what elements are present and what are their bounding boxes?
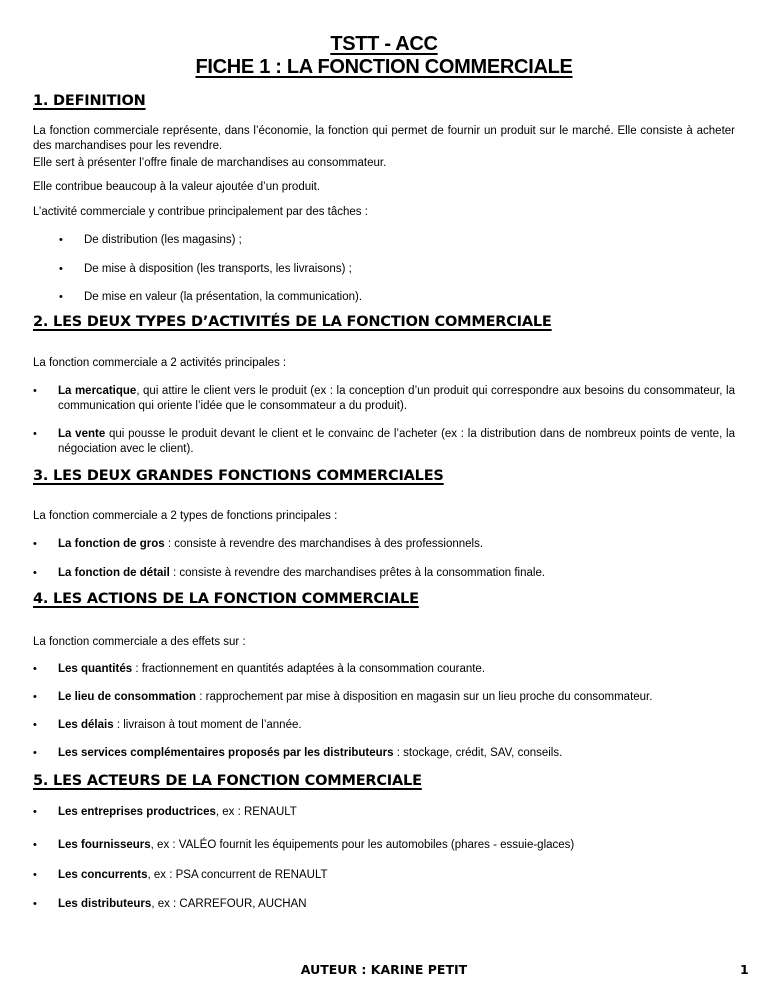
document-title-line2: FICHE 1 : LA FONCTION COMMERCIALE [195,56,573,78]
list-item: • La vente qui pousse le produit devant le client et le convainc de l’acheter (ex : la distribution dans de nombreux points de vente, la négociation avec le client). [33,428,735,455]
bullet-icon: • [33,385,37,397]
list-item: • Les quantités : fractionnement en quantités adaptées à la consommation courante. [33,663,486,675]
list-item: • La fonction de gros : consiste à revendre des marchandises à des professionnels. [33,538,484,550]
list-item: • Les services complémentaires proposés par les distributeurs : stockage, crédit, SAV, conseils. [33,747,563,759]
section-heading-1: 1. DEFINITION [33,93,146,109]
section-intro: La fonction commerciale a 2 types de fonctions principales : [33,510,338,522]
paragraph: L’activité commerciale y contribue principalement par des tâches : [33,206,368,218]
bullet-icon: • [33,898,37,910]
list-item: • Les concurrents, ex : PSA concurrent de RENAULT [33,869,328,881]
document-title-line1: TSTT - ACC [330,33,438,55]
bullet-icon: • [33,869,37,881]
paragraph: Elle sert à présenter l’offre finale de marchandises au consommateur. [33,157,387,169]
bullet-icon: • [33,747,37,759]
bullet-icon: • [33,538,37,550]
bullet-icon: • [59,234,63,246]
list-item: • De distribution (les magasins) ; [59,234,242,246]
bullet-icon: • [33,663,37,675]
list-item: • Le lieu de consommation : rapprochement par mise à disposition en magasin sur un lieu proche du consommateur. [33,691,653,703]
bullet-icon: • [33,567,37,579]
list-item: • La fonction de détail : consiste à revendre des marchandises prêtes à la consommation finale. [33,567,546,579]
section-heading-3: 3. LES DEUX GRANDES FONCTIONS COMMERCIALES [33,468,444,484]
section-heading-5: 5. LES ACTEURS DE LA FONCTION COMMERCIALE [33,773,422,789]
bullet-icon: • [33,719,37,731]
list-item: • Les fournisseurs, ex : VALÉO fournit les équipements pour les automobiles (phares - essuie-glaces) [33,839,575,851]
footer-author: AUTEUR : KARINE PETIT [300,962,468,977]
page-number: 1 [740,962,749,977]
bullet-icon: • [33,806,37,818]
list-item: • De mise en valeur (la présentation, la communication). [59,291,363,303]
section-intro: La fonction commerciale a 2 activités principales : [33,357,287,369]
section-heading-4: 4. LES ACTIONS DE LA FONCTION COMMERCIALE [33,591,419,607]
section-intro: La fonction commerciale a des effets sur : [33,636,246,648]
list-item: • Les distributeurs, ex : CARREFOUR, AUCHAN [33,898,307,910]
paragraph: La fonction commerciale représente, dans l’économie, la fonction qui permet de fournir un produit sur le marché. Elle consiste à acheter des marchandises pour les revendre. [33,125,735,152]
bullet-icon: • [59,263,63,275]
section-heading-2: 2. LES DEUX TYPES D’ACTIVITÉS DE LA FONCTION COMMERCIALE [33,314,552,330]
bullet-icon: • [33,839,37,851]
list-item: • De mise à disposition (les transports, les livraisons) ; [59,263,352,275]
list-item: • La mercatique, qui attire le client vers le produit (ex : la conception d’un produit qui correspondre aux besoins du consommateur, la communication qui oriente l’idée que le consommateur a du produit). [33,385,735,412]
bullet-icon: • [59,291,63,303]
list-item: • Les entreprises productrices, ex : RENAULT [33,806,297,818]
list-item: • Les délais : livraison à tout moment de l’année. [33,719,302,731]
paragraph: Elle contribue beaucoup à la valeur ajoutée d’un produit. [33,181,321,193]
bullet-icon: • [33,691,37,703]
bullet-icon: • [33,428,37,440]
